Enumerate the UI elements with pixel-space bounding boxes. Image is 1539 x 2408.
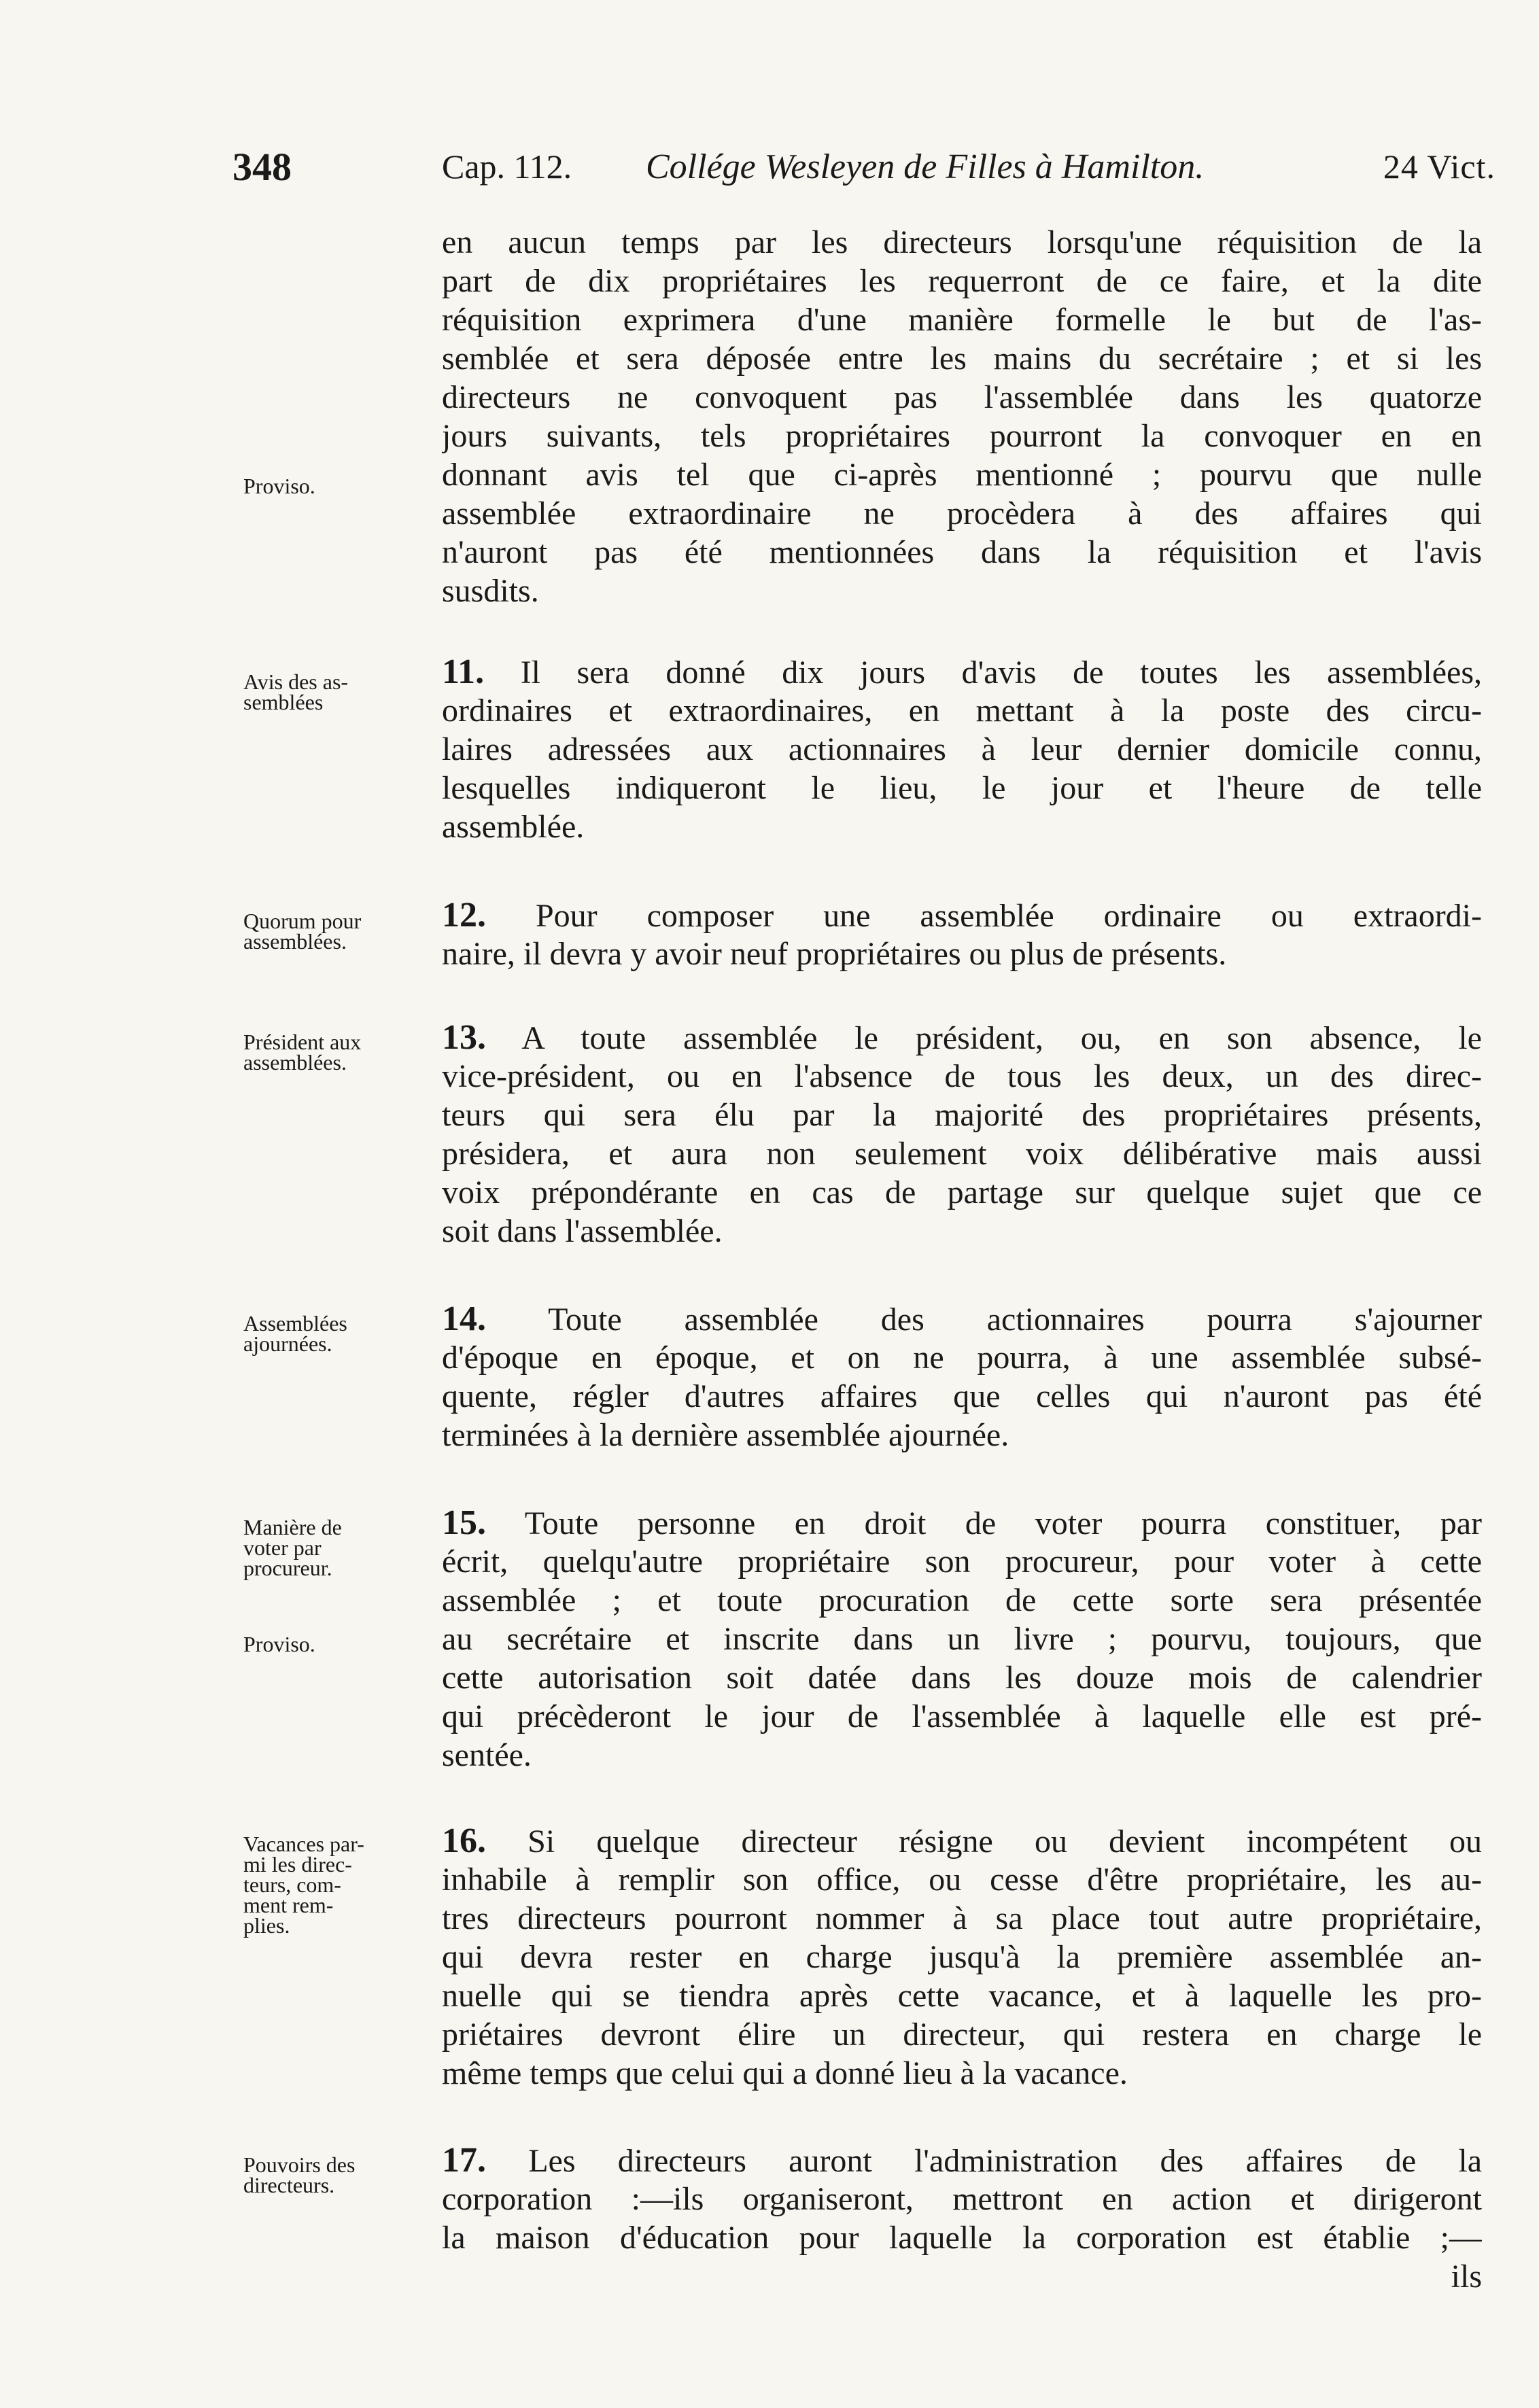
regnal-year: 24 Vict.	[1383, 147, 1495, 186]
section-number: 14.	[442, 1299, 486, 1338]
text-line: susdits.	[442, 573, 539, 609]
act-title: Collége Wesleyen de Filles à Hamilton.	[646, 147, 1205, 186]
section-14	[442, 1299, 1482, 1454]
text-line: en aucun temps par les directeurs lorsqu'une réquisition de la	[442, 224, 1482, 260]
text-line: Les directeurs auront l'administration des affaires de la	[528, 2143, 1482, 2179]
text-line: assemblée ; et toute procuration de cette sorte sera présentée	[442, 1582, 1482, 1618]
margin-note-pouvoirs: Pouvoirs des directeurs.	[243, 2152, 356, 2197]
section-number: 17.	[442, 2141, 486, 2180]
text-line: lesquelles indiqueront le lieu, le jour et l'heure de telle	[442, 770, 1482, 806]
text-line: priétaires devront élire un directeur, qui restera en charge le	[442, 2017, 1482, 2053]
section-number: 13.	[442, 1018, 486, 1057]
section-number: 15.	[442, 1503, 486, 1542]
text-line: Il sera donné dix jours d'avis de toutes les assemblées,	[520, 655, 1482, 691]
text-line: part de dix propriétaires les requerront de ce faire, et la dite	[442, 263, 1482, 299]
text-line: écrit, quelqu'autre propriétaire son procureur, pour voter à cette	[442, 1543, 1482, 1580]
text-line: Pour composer une assemblée ordinaire ou extraordi-	[535, 898, 1482, 934]
margin-note-quorum: Quorum pour assemblées.	[243, 909, 362, 954]
text-line: directeurs ne convoquent pas l'assemblée dans les quatorze	[442, 379, 1482, 415]
text-line: laires adressées aux actionnaires à leur dernier domicile connu,	[442, 731, 1482, 767]
text-line: cette autorisation soit datée dans les douze mois de calendrier	[442, 1660, 1482, 1696]
text-line: teurs qui sera élu par la majorité des propriétaires présents,	[442, 1097, 1482, 1133]
margin-note-procureur: Manière de voter par procureur.	[243, 1515, 342, 1580]
text-line: réquisition exprimera d'une manière formelle le but de l'as-	[442, 302, 1482, 338]
text-line: présidera, et aura non seulement voix délibérative mais aussi	[442, 1136, 1482, 1172]
text-line: tres directeurs pourront nommer à sa place tout autre propriétaire,	[442, 1900, 1482, 1936]
margin-note-proviso-2: Proviso.	[243, 1632, 315, 1656]
text-line: Si quelque directeur résigne ou devient incompétent ou	[528, 1824, 1482, 1860]
intro-paragraph	[442, 223, 1482, 610]
section-13	[442, 1018, 1482, 1251]
page-number: 348	[232, 145, 292, 189]
text-line: jours suivants, tels propriétaires pourront la convoquer en en	[442, 418, 1482, 454]
text-line: naire, il devra y avoir neuf propriétaires ou plus de présents.	[442, 936, 1227, 972]
text-line: semblée et sera déposée entre les mains du secrétaire ; et si les	[442, 341, 1482, 377]
margin-note-proviso: Proviso.	[243, 474, 315, 498]
text-line: n'auront pas été mentionnées dans la réquisition et l'avis	[442, 534, 1482, 570]
text-line: voix prépondérante en cas de partage sur quelque sujet que ce	[442, 1174, 1482, 1210]
catchword: ils	[1451, 2258, 1482, 2294]
section-16	[442, 1821, 1482, 2093]
text-line: même temps que celui qui a donné lieu à la vacance.	[442, 2055, 1128, 2091]
text-line: quente, régler d'autres affaires que celles qui n'auront pas été	[442, 1378, 1482, 1414]
margin-note-president: Président aux assemblées.	[243, 1030, 362, 1075]
text-line: corporation :—ils organiseront, mettront en action et dirigeront	[442, 2181, 1482, 2217]
margin-note-ajournees: Assemblées ajournées.	[243, 1311, 347, 1356]
text-line: la maison d'éducation pour laquelle la corporation est établie ;—	[442, 2220, 1482, 2256]
chapter-label: Cap. 112.	[442, 147, 572, 186]
section-15	[442, 1503, 1482, 1775]
text-line: donnant avis tel que ci-après mentionné ; pourvu que nulle	[442, 457, 1482, 493]
section-11	[442, 652, 1482, 846]
text-line: nuelle qui se tiendra après cette vacance, et à laquelle les pro-	[442, 1978, 1482, 2014]
text-line: assemblée extraordinaire ne procèdera à des affaires qui	[442, 495, 1482, 531]
text-line: Toute personne en droit de voter pourra constituer, par	[524, 1505, 1482, 1541]
text-line: vice-président, ou en l'absence de tous les deux, un des direc-	[442, 1058, 1482, 1094]
text-line: qui devra rester en charge jusqu'à la première assemblée an-	[442, 1939, 1482, 1975]
text-line: qui précèderont le jour de l'assemblée à laquelle elle est pré-	[442, 1698, 1482, 1734]
text-line: A toute assemblée le président, ou, en son absence, le	[521, 1020, 1482, 1056]
margin-note-vacances: Vacances par- mi les direc- teurs, com- ment rem- plies.	[243, 1832, 364, 1938]
text-line: sentée.	[442, 1737, 532, 1773]
text-line: inhabile à remplir son office, ou cesse d'être propriétaire, les au-	[442, 1862, 1482, 1898]
text-line: assemblée.	[442, 809, 585, 845]
section-number: 12.	[442, 896, 486, 935]
text-line: soit dans l'assemblée.	[442, 1213, 723, 1249]
margin-note-avis: Avis des as- semblées	[243, 669, 349, 714]
text-line: terminées à la dernière assemblée ajournée.	[442, 1417, 1009, 1453]
section-12	[442, 896, 1482, 973]
text-line: au secrétaire et inscrite dans un livre ; pourvu, toujours, que	[442, 1621, 1482, 1657]
text-line: d'époque en époque, et on ne pourra, à une assemblée subsé-	[442, 1340, 1482, 1376]
text-line: ordinaires et extraordinaires, en mettant à la poste des circu-	[442, 693, 1482, 729]
text-line: Toute assemblée des actionnaires pourra s'ajourner	[548, 1302, 1482, 1338]
section-17	[442, 2141, 1482, 2296]
running-header	[232, 144, 1516, 198]
section-number: 11.	[442, 652, 485, 691]
section-number: 16.	[442, 1821, 486, 1860]
